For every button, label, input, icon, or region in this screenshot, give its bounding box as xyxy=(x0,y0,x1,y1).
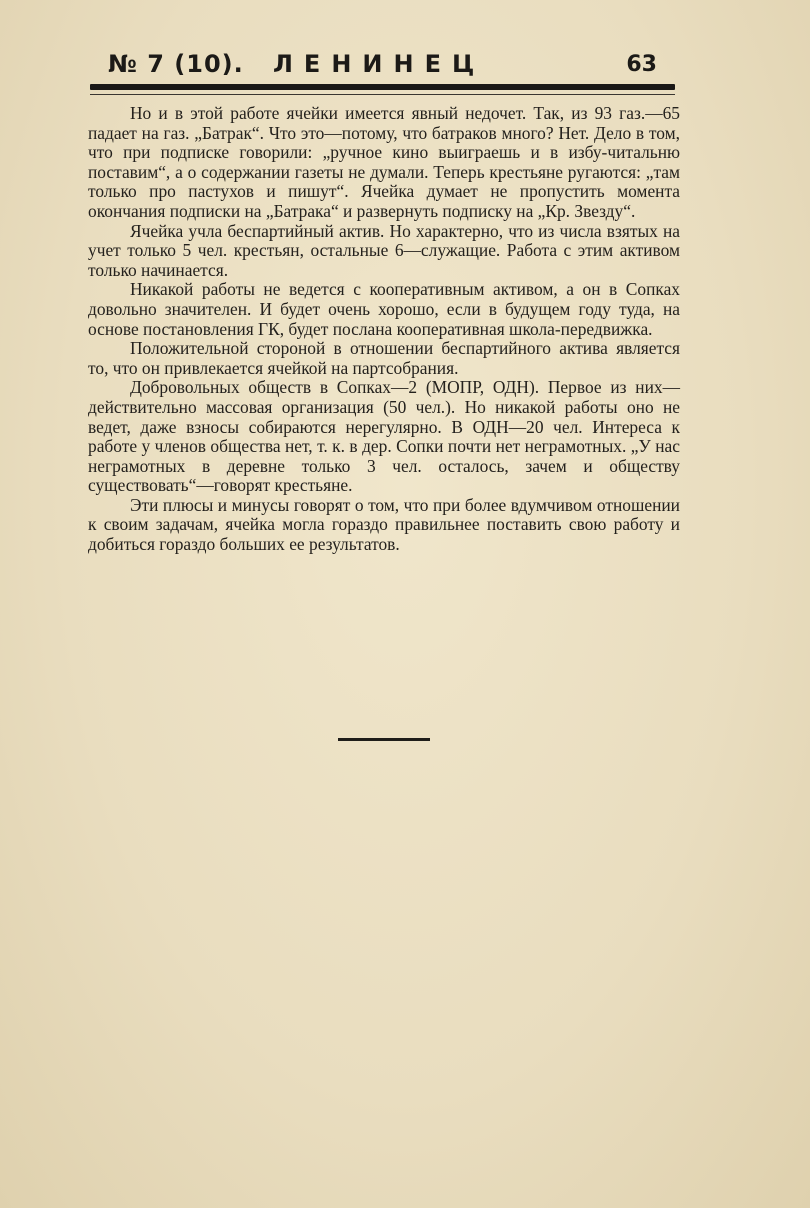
issue-number: № 7 (10). xyxy=(108,50,244,78)
paragraph: Но и в этой работе ячейки имеется явный недочет. Так, из 93 газ.—65 падает на газ. „Батрак“. Что это—потому, что батраков много? Нет. Дело в том, что при подписке говорили: „ручное кино выиграешь и в избу-читальню поставим“, а о содержании газеты не думали. Теперь крестьяне ругаются: „там только про пастухов и пишут“. Ячейка думает не пропустить момента окончания подписки на „Батрака“ и развернуть подписку на „Кр. Звезду“. xyxy=(88,103,680,221)
page-number: 63 xyxy=(626,52,657,77)
article-body xyxy=(88,104,680,555)
paragraph: Эти плюсы и минусы говорят о том, что при более вдумчивом отношении к своим задачам, ячейка могла гораздо правильнее поставить свою работу и добиться гораздо больших ее результатов. xyxy=(88,494,680,555)
paragraph: Добровольных обществ в Сопках—2 (МОПР, ОДН). Первое из них—действительно массовая организация (50 чел.). Но никакой работы оно не ведет, даже взносы собираются нерегулярно. В ОДН—20 чел. Интереса к работе у членов общества нет, т. к. в дер. Сопки почти нет неграмотных. „У нас неграмотных в деревне только 3 чел. осталось, зачем и обществу существовать“—говорят крестьяне. xyxy=(88,377,680,496)
journal-title: ЛЕНИНЕЦ xyxy=(273,50,486,78)
page-header xyxy=(88,44,673,84)
header-rule-thin xyxy=(90,94,675,95)
paragraph: Положительной стороной в отношении беспартийного актива является то, что он привлекается ячейкой на партсобрания. xyxy=(88,338,680,378)
paragraph: Ячейка учла беспартийный актив. Но характерно, что из числа взятых на учет только 5 чел. крестьян, остальные 6—служащие. Работа с этим активом только начинается. xyxy=(88,220,680,280)
paragraph: Никакой работы не ведется с кооперативным активом, а он в Сопках довольно значителен. И будет очень хорошо, если в будущем году туда, на основе постановления ГК, будет послана кооперативная школа-передвижка. xyxy=(88,279,680,339)
header-rule-thick xyxy=(90,84,675,90)
end-of-article-rule xyxy=(338,738,430,741)
